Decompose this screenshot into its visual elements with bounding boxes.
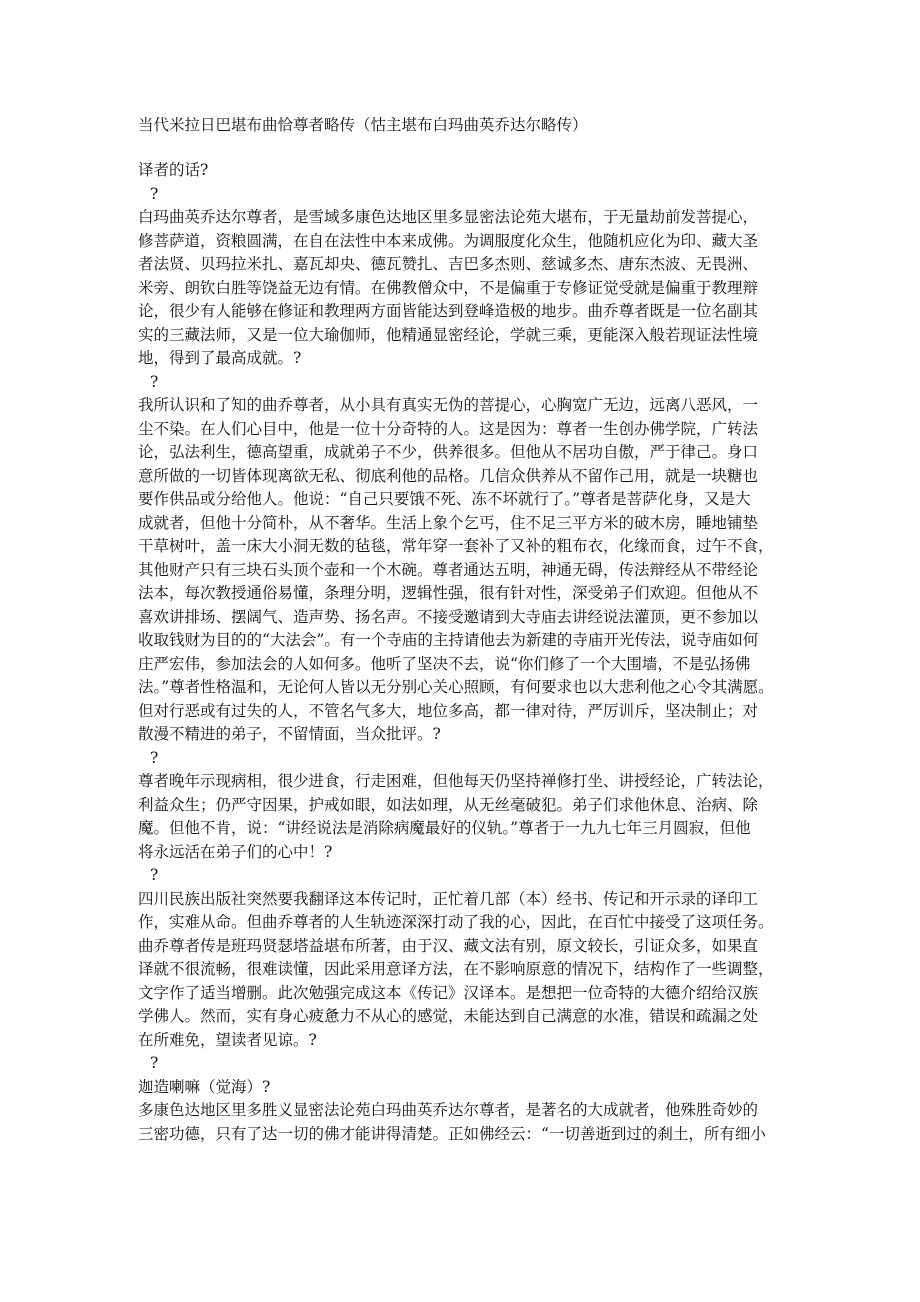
paragraph-separator: ?	[150, 866, 159, 884]
text-line: 者法贤、贝玛拉米扎、嘉瓦却央、德瓦赞扎、吉巴多杰则、慈诚多杰、唐东杰波、无畏洲、	[138, 255, 759, 273]
text-line: 地，得到了最高成就。?	[138, 349, 302, 367]
text-line: 尊者晚年示现病相，很少进食，行走困难，但他每天仍坚持禅修打坐、讲授经论，广转法论，	[138, 772, 774, 790]
text-line: 作，实难从命。但曲乔尊者的人生轨迹深深打动了我的心，因此，在百忙中接受了这项任务。	[138, 913, 774, 931]
text-line: 魔。但他不肯，说：“讲经说法是消除病魔最好的仪轨。”尊者于一九九七年三月圆寂，但他	[138, 819, 751, 837]
text-line: 修菩萨道，资粮圆满，在自在法性中本来成佛。为调服度化众生，他随机应化为印、藏大圣	[138, 231, 759, 250]
text-line: 论，弘法利生，德高望重，成就弟子不少，供养很多。但他从不居功自傲，严于律己。身口	[138, 443, 759, 461]
paragraph-separator: ?	[150, 372, 159, 391]
text-line: 学佛人。然而，实有身心疲惫力不从心的感觉，未能达到自己满意的水准，错误和疏漏之处	[138, 1007, 759, 1025]
text-line: 多康色达地区里多胜义显密法论苑白玛曲英乔达尔尊者，是著名的大成就者，他殊胜奇妙的	[138, 1101, 759, 1119]
text-line: 在所难免，望读者见谅。?	[138, 1030, 317, 1049]
text-line: 庄严宏伟，参加法会的人如何多。他听了坚决不去，说“你们修了一个大围墙，不是弘扬佛	[138, 654, 751, 673]
paragraph-separator: ?	[150, 184, 159, 203]
text-line: 白玛曲英乔达尔尊者，是雪域多康色达地区里多显密法论苑大堪布，于无量劫前发菩提心，	[138, 208, 759, 226]
text-line: 法。”尊者性格温和，无论何人皆以无分别心关心照顾，有何要求也以大悲利他之心令其满愿。	[138, 678, 774, 696]
document-body	[138, 159, 788, 1146]
text-line: 我所认识和了知的曲乔尊者，从小具有真实无伪的菩提心，心胸宽广无边，远离八恶风，一	[138, 396, 759, 414]
text-line: 要作供品或分给他人。他说：“自己只要饿不死、冻不坏就行了。”尊者是菩萨化身，又是大	[138, 490, 751, 508]
document-title: 当代米拉日巴堪布曲恰尊者略传（怙主堪布白玛曲英乔达尔略传）	[138, 116, 588, 134]
text-line: 迦造喇嘛（觉海）?	[138, 1077, 271, 1096]
text-line: 收取钱财为目的的“大法会”。有一个寺庙的主持请他去为新建的寺庙开光传法，说寺庙如何	[138, 631, 759, 649]
text-line: 将永远活在弟子们的心中！?	[138, 842, 333, 861]
text-line: 文字作了适当增删。此次勉强完成这本《传记》汉译本。是想把一位奇特的大德介绍给汉族	[138, 983, 759, 1002]
text-line: 译就不很流畅，很难读懂，因此采用意译方法，在不影响原意的情况下，结构作了一些调整，	[138, 960, 774, 978]
text-line: 米旁、朗钦白胜等饶益无边有情。在佛教僧众中，不是偏重于专修证觉受就是偏重于教理辩	[138, 278, 759, 297]
text-line: 成就者，但他十分简朴，从不奢华。生活上象个乞丐，住不足三平方米的破木房，睡地铺垫	[138, 513, 759, 532]
text-line: 意所做的一切皆体现离欲无私、彻底利他的品格。几信众供养从不留作己用，就是一块糖也	[138, 466, 759, 485]
text-line: 三密功德，只有了达一切的佛才能讲得清楚。正如佛经云：“一切善逝到过的刹土，所有细小	[138, 1124, 766, 1143]
paragraph-separator: ?	[150, 748, 159, 767]
text-line: 四川民族出版社突然要我翻译这本传记时，正忙着几部（本）经书、传记和开示录的译印工	[138, 889, 759, 908]
text-line: 干草树叶，盖一床大小洞无数的毡毯，常年穿一套补了又补的粗布衣，化缘而食，过午不食，	[138, 537, 774, 555]
text-line: 尘不染。在人们心目中，他是一位十分奇特的人。这是因为：尊者一生创办佛学院，广转法	[138, 419, 759, 438]
text-line: 法本，每次教授通俗易懂，条理分明，逻辑性强，很有针对性，深受弟子们欢迎。但他从不	[138, 584, 759, 602]
text-line: 实的三藏法师，又是一位大瑜伽师，他精通显密经论，学就三乘，更能深入般若现证法性境	[138, 325, 759, 344]
text-line: 论，很少有人能够在修证和教理两方面皆能达到登峰造极的地步。曲乔尊者既是一位名副其	[138, 302, 759, 320]
text-line: 散漫不精进的弟子，不留情面，当众批评。?	[138, 725, 441, 743]
text-line: 译者的话?	[138, 161, 209, 179]
text-line: 曲乔尊者传是班玛贤瑟塔益堪布所著，由于汉、藏文法有别，原文较长，引证众多，如果直	[138, 936, 759, 955]
text-line: 但对行恶或有过失的人，不管名气多大，地位多高，都一律对待，严厉训斥，坚决制止；对	[138, 701, 759, 720]
text-line: 喜欢讲排场、摆阔气、造声势、扬名声。不接受邀请到大寺庙去讲经说法灌顶，更不参加以	[138, 607, 759, 626]
text-line: 利益众生；仍严守因果，护戒如眼，如法如理，从无丝毫破犯。弟子们求他休息、治病、除	[138, 795, 759, 814]
paragraph-separator: ?	[150, 1054, 159, 1072]
text-line: 其他财产只有三块石头顶个壶和一个木碗。尊者通达五明，神通无碍，传法辩经从不带经论	[138, 560, 759, 579]
